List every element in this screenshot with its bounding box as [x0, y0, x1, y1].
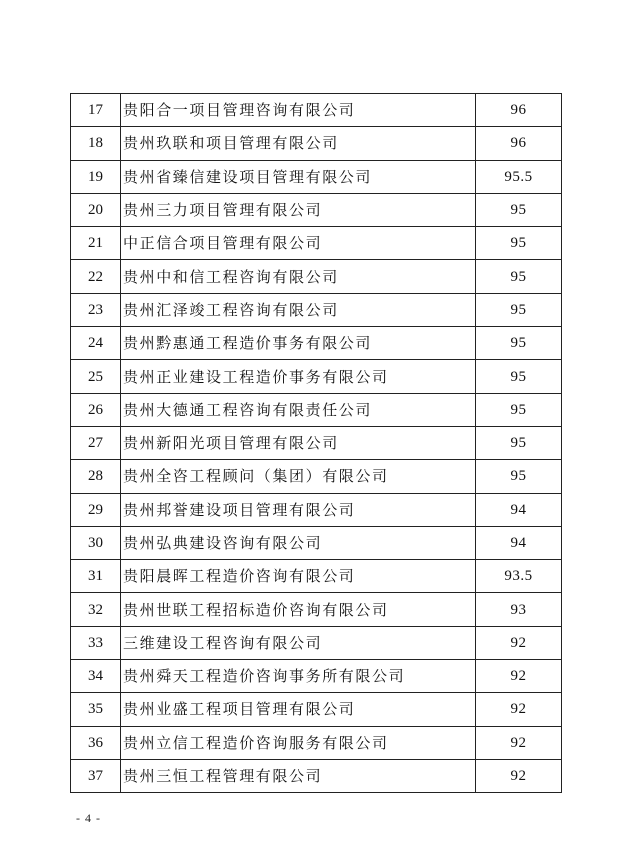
score-cell: 92	[476, 726, 562, 759]
company-name-cell: 贵州三力项目管理有限公司	[121, 193, 476, 226]
table-row	[71, 593, 562, 626]
score-cell: 95	[476, 293, 562, 326]
row-number-cell: 35	[71, 693, 121, 726]
company-name-cell: 贵州玖联和项目管理有限公司	[121, 127, 476, 160]
table-row	[71, 726, 562, 759]
score-cell: 94	[476, 526, 562, 559]
row-number-cell: 27	[71, 426, 121, 459]
score-cell: 94	[476, 493, 562, 526]
company-name-cell: 贵州黔惠通工程造价事务有限公司	[121, 327, 476, 360]
company-name-cell: 贵州大德通工程咨询有限责任公司	[121, 393, 476, 426]
table-row	[71, 426, 562, 459]
ranking-table	[70, 93, 562, 793]
table-row	[71, 560, 562, 593]
company-name-cell: 贵州世联工程招标造价咨询有限公司	[121, 593, 476, 626]
score-cell: 92	[476, 660, 562, 693]
table-row	[71, 493, 562, 526]
company-name-cell: 贵州全咨工程顾问（集团）有限公司	[121, 460, 476, 493]
table-row	[71, 526, 562, 559]
row-number-cell: 20	[71, 193, 121, 226]
score-cell: 95.5	[476, 160, 562, 193]
row-number-cell: 30	[71, 526, 121, 559]
score-cell: 96	[476, 94, 562, 127]
score-cell: 95	[476, 260, 562, 293]
score-cell: 95	[476, 327, 562, 360]
row-number-cell: 32	[71, 593, 121, 626]
row-number-cell: 24	[71, 327, 121, 360]
table-row	[71, 626, 562, 659]
company-name-cell: 贵阳晨晖工程造价咨询有限公司	[121, 560, 476, 593]
row-number-cell: 31	[71, 560, 121, 593]
company-name-cell: 中正信合项目管理有限公司	[121, 227, 476, 260]
row-number-cell: 37	[71, 759, 121, 792]
table-row	[71, 693, 562, 726]
score-cell: 93	[476, 593, 562, 626]
table-row	[71, 260, 562, 293]
table-row	[71, 94, 562, 127]
company-name-cell: 贵州中和信工程咨询有限公司	[121, 260, 476, 293]
row-number-cell: 21	[71, 227, 121, 260]
table-row	[71, 160, 562, 193]
page-number: - 4 -	[76, 811, 101, 825]
company-name-cell: 贵州立信工程造价咨询服务有限公司	[121, 726, 476, 759]
table-row	[71, 327, 562, 360]
company-name-cell: 贵州邦誉建设项目管理有限公司	[121, 493, 476, 526]
row-number-cell: 28	[71, 460, 121, 493]
row-number-cell: 18	[71, 127, 121, 160]
score-cell: 95	[476, 393, 562, 426]
table-row	[71, 759, 562, 792]
table-row	[71, 393, 562, 426]
row-number-cell: 22	[71, 260, 121, 293]
score-cell: 95	[476, 460, 562, 493]
score-cell: 93.5	[476, 560, 562, 593]
company-name-cell: 贵州新阳光项目管理有限公司	[121, 426, 476, 459]
row-number-cell: 33	[71, 626, 121, 659]
company-name-cell: 贵州汇泽竣工程咨询有限公司	[121, 293, 476, 326]
table-row	[71, 660, 562, 693]
row-number-cell: 23	[71, 293, 121, 326]
company-name-cell: 贵州业盛工程项目管理有限公司	[121, 693, 476, 726]
score-cell: 95	[476, 227, 562, 260]
row-number-cell: 34	[71, 660, 121, 693]
score-cell: 92	[476, 759, 562, 792]
table-row	[71, 360, 562, 393]
score-cell: 92	[476, 626, 562, 659]
ranking-table-body	[71, 94, 562, 793]
row-number-cell: 25	[71, 360, 121, 393]
table-row	[71, 293, 562, 326]
score-cell: 95	[476, 193, 562, 226]
company-name-cell: 贵州省臻信建设项目管理有限公司	[121, 160, 476, 193]
score-cell: 92	[476, 693, 562, 726]
score-cell: 95	[476, 360, 562, 393]
row-number-cell: 26	[71, 393, 121, 426]
company-name-cell: 贵州弘典建设咨询有限公司	[121, 526, 476, 559]
table-row	[71, 227, 562, 260]
company-name-cell: 贵州舜天工程造价咨询事务所有限公司	[121, 660, 476, 693]
table-row	[71, 127, 562, 160]
table-row	[71, 193, 562, 226]
row-number-cell: 17	[71, 94, 121, 127]
company-name-cell: 贵阳合一项目管理咨询有限公司	[121, 94, 476, 127]
company-name-cell: 贵州正业建设工程造价事务有限公司	[121, 360, 476, 393]
row-number-cell: 19	[71, 160, 121, 193]
score-cell: 96	[476, 127, 562, 160]
row-number-cell: 29	[71, 493, 121, 526]
table-row	[71, 460, 562, 493]
score-cell: 95	[476, 426, 562, 459]
row-number-cell: 36	[71, 726, 121, 759]
company-name-cell: 三维建设工程咨询有限公司	[121, 626, 476, 659]
company-name-cell: 贵州三恒工程管理有限公司	[121, 759, 476, 792]
